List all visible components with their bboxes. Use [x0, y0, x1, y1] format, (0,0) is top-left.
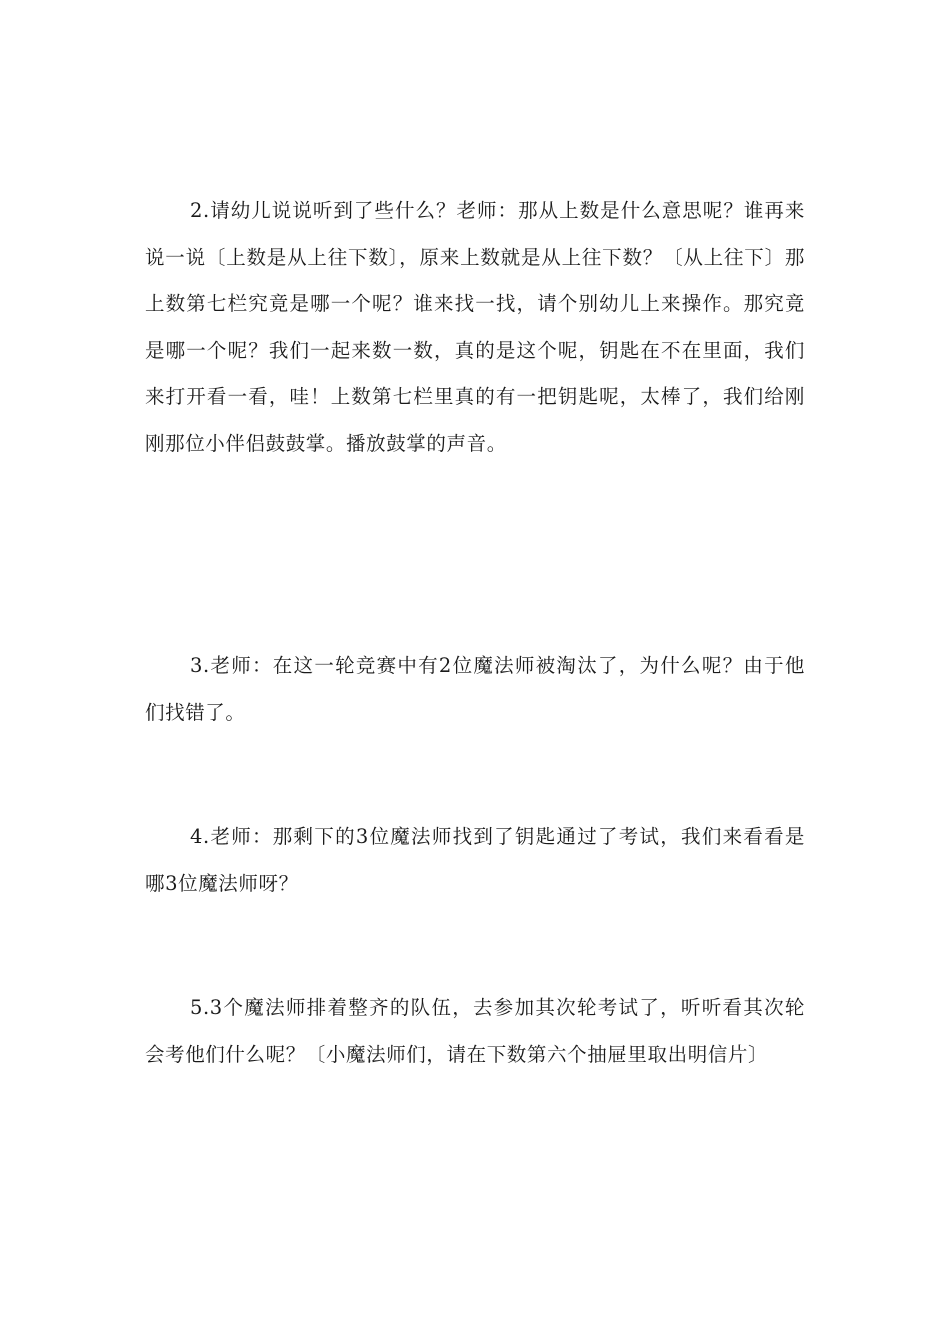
paragraph-2: 2.请幼儿说说听到了些什么？老师：那从上数是什么意思呢？谁再来说一说〔上数是从上往下数〕，原来上数就是从上往下数？〔从上往下〕那上数第七栏究竟是哪一个呢？谁来找一找，请个别幼儿上来操作。那究竟是哪一个呢？我们一起来数一数，真的是这个呢，钥匙在不在里面，我们来打开看一看，哇！上数第七栏里真的有一把钥匙呢，太棒了，我们给刚刚那位小伴侣鼓鼓掌。播放鼓掌的声音。 [145, 199, 805, 455]
paragraph-3: 3.老师：在这一轮竞赛中有2位魔法师被淘汰了，为什么呢？由于他们找错了。 [145, 654, 805, 724]
paragraph-4: 4.老师：那剩下的3位魔法师找到了钥匙通过了考试，我们来看看是哪3位魔法师呀？ [145, 825, 805, 895]
paragraph-5: 5.3个魔法师排着整齐的队伍，去参加其次轮考试了，听听看其次轮会考他们什么呢？〔小魔法师们，请在下数第六个抽屉里取出明信片〕 [145, 996, 805, 1066]
